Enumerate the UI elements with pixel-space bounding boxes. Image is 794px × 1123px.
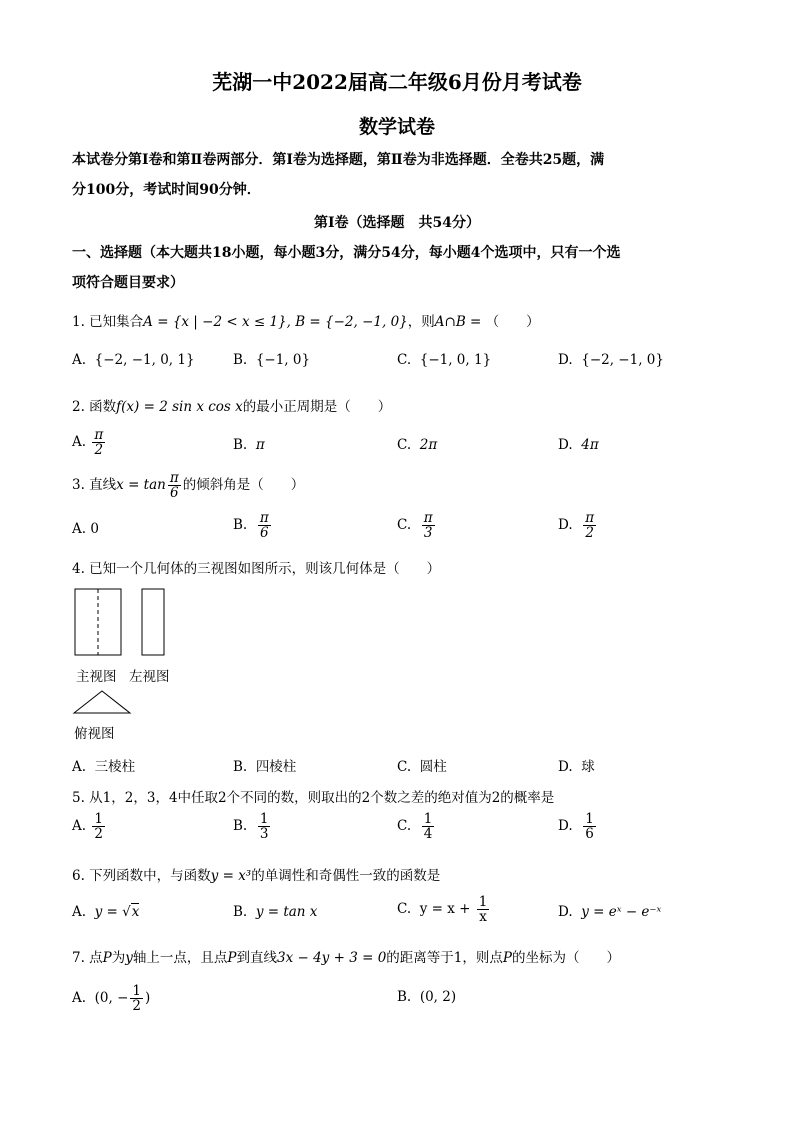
denominator: 2 [94, 826, 103, 843]
question-5-option-d[interactable] [558, 812, 598, 841]
option-label: B. [233, 904, 248, 920]
fraction [130, 984, 143, 1013]
numerator: π [423, 510, 433, 526]
numerator: 1 [259, 811, 269, 827]
question-7-stem [72, 946, 620, 966]
question-3-option-a[interactable] [72, 521, 99, 537]
fraction [583, 511, 596, 540]
option-label: B. [233, 437, 248, 453]
question-6-option-c[interactable] [397, 895, 491, 924]
question-text: 到直线 [236, 950, 277, 966]
question-3-option-d[interactable] [558, 511, 598, 540]
option-text: 圆柱 [419, 759, 447, 775]
math-expression: x = tan [116, 477, 166, 494]
question-4-option-a[interactable] [72, 755, 135, 775]
denominator: 2 [94, 442, 104, 459]
math-expression: A = {x | −2 < x ≤ 1}, B = {−2, −1, 0} [143, 314, 408, 330]
question-1-stem [72, 310, 540, 330]
question-1-option-c[interactable] [397, 352, 491, 368]
math-expression: f(x) = 2 sin x cos x [116, 399, 243, 415]
option-label: B. [233, 759, 248, 775]
option-text: 4π [581, 437, 599, 453]
option-text: {−2, −1, 0, 1} [94, 352, 195, 368]
fraction [422, 812, 435, 841]
question-4-option-c[interactable] [397, 755, 447, 775]
question-1-option-d[interactable] [558, 352, 664, 368]
question-6-stem [72, 864, 440, 884]
side-view-rectangle [142, 589, 164, 655]
question-3-option-b[interactable] [233, 511, 273, 540]
top-view-label: 俯视图 [74, 726, 115, 742]
denominator: 2 [585, 525, 594, 542]
fraction [422, 511, 435, 540]
option-label: A. [72, 904, 87, 920]
question-1-option-a[interactable] [72, 352, 195, 368]
option-label: C. [397, 517, 412, 534]
math-expression: A∩B [434, 314, 466, 330]
denominator: x [479, 909, 487, 926]
question-2-option-b[interactable] [233, 437, 265, 453]
question-6-option-a[interactable] [72, 904, 139, 920]
fraction [168, 471, 181, 500]
fraction [92, 812, 105, 841]
option-text: y = eˣ − e⁻ˣ [581, 904, 662, 920]
numerator: π [585, 510, 595, 526]
question-2-stem [72, 395, 391, 415]
option-label: A. [72, 521, 87, 537]
fraction [258, 812, 271, 841]
exam-subtitle: 数学试卷 [358, 116, 435, 138]
side-view-label: 左视图 [129, 669, 170, 685]
question-text: 的最小正周期是（ ） [242, 399, 392, 415]
option-label: B. [233, 517, 248, 534]
question-text: 的距离等于1，则点 [386, 950, 503, 966]
option-label: C. [397, 352, 412, 368]
option-text: 2π [419, 437, 438, 453]
option-label: D. [558, 437, 573, 453]
option-label: C. [397, 901, 412, 918]
option-label: C. [397, 818, 412, 835]
question-7-option-b[interactable] [397, 989, 456, 1005]
sqrt-symbol: √ [122, 904, 131, 920]
denominator: 2 [132, 998, 141, 1015]
option-text: {−1, 0, 1} [419, 352, 492, 368]
question-text: = （ ） [465, 314, 540, 330]
front-view-label: 主视图 [76, 669, 117, 685]
numerator: 1 [132, 983, 141, 999]
question-3-stem [72, 471, 304, 500]
question-7-option-a[interactable] [72, 984, 150, 1013]
option-text: 球 [581, 759, 595, 775]
question-text: 为 [111, 950, 126, 966]
option-text: {−1, 0} [255, 352, 311, 368]
option-text: y = x + [419, 901, 475, 918]
question-text: 3. 直线 [72, 477, 117, 494]
instructions-line-2: 分100分，考试时间90分钟． [72, 182, 261, 198]
question-text: ，则 [407, 314, 435, 330]
option-text: (0, − [94, 990, 129, 1007]
option-label: D. [558, 517, 573, 534]
question-4-option-d[interactable] [558, 755, 595, 775]
option-text: y = [94, 904, 123, 920]
option-label: C. [397, 759, 412, 775]
option-text: ) [144, 990, 151, 1007]
option-label: A. [72, 990, 87, 1007]
question-text: 轴上一点，且点 [132, 950, 228, 966]
math-symbol: P [502, 950, 512, 966]
section-heading-line-2: 项符合题目要求） [72, 275, 184, 291]
fraction [477, 895, 490, 924]
radicand: x [131, 904, 140, 920]
numerator: π [94, 427, 104, 443]
question-5-option-b[interactable] [233, 812, 272, 841]
math-symbol: y [125, 950, 133, 966]
math-symbol: P [227, 950, 237, 966]
option-text: 0 [90, 521, 99, 537]
option-label: A. [72, 818, 87, 835]
question-text: 7. 点 [72, 950, 103, 966]
option-label: B. [397, 989, 412, 1005]
question-text: 的倾斜角是（ ） [182, 477, 305, 494]
option-text: 三棱柱 [94, 759, 136, 775]
question-text: 1. 已知集合 [72, 314, 144, 330]
question-text: 的单调性和奇偶性一致的函数是 [251, 868, 441, 884]
denominator: 3 [423, 525, 433, 542]
option-label: D. [558, 352, 573, 368]
denominator: 4 [423, 826, 433, 843]
math-symbol: P [102, 950, 112, 966]
section-heading-line-1: 一、选择题（本大题共18小题，每小题3分，满分54分，每小题4个选项中，只有一个选 [72, 245, 621, 261]
question-5-option-a[interactable] [72, 812, 107, 841]
question-2-option-c[interactable] [397, 437, 437, 453]
question-1-option-b[interactable] [233, 352, 310, 368]
question-6-option-b[interactable] [233, 904, 317, 920]
option-label: B. [233, 352, 248, 368]
question-2-option-a[interactable] [72, 428, 107, 457]
option-label: C. [397, 437, 412, 453]
option-text: 四棱柱 [255, 759, 297, 775]
question-5-option-c[interactable] [397, 812, 436, 841]
option-label: A. [72, 759, 87, 775]
numerator: 1 [478, 894, 488, 910]
question-text: 2. 函数 [72, 399, 117, 415]
denominator: 6 [585, 826, 594, 843]
fraction [92, 428, 105, 457]
option-label: D. [558, 759, 573, 775]
option-label: D. [558, 818, 573, 835]
math-expression: 3x − 4y + 3 = 0 [277, 950, 387, 966]
fraction [258, 511, 271, 540]
part-one-heading: 第Ⅰ卷（选择题 共54分） [313, 215, 481, 231]
question-text: 的坐标为（ ） [511, 950, 620, 966]
option-label: B. [233, 818, 248, 835]
question-3-option-c[interactable] [397, 511, 437, 540]
question-6-option-d[interactable] [558, 904, 661, 920]
option-label: A. [72, 434, 87, 451]
numerator: 1 [585, 811, 594, 827]
numerator: 1 [423, 811, 433, 827]
instructions-line-1: 本试卷分第Ⅰ卷和第Ⅱ卷两部分．第Ⅰ卷为选择题，第Ⅱ卷为非选择题．全卷共25题，满 [72, 152, 605, 168]
option-label: A. [72, 352, 87, 368]
question-2-option-d[interactable] [558, 437, 599, 453]
question-4-option-b[interactable] [233, 755, 296, 775]
denominator: 3 [259, 826, 269, 843]
exam-title: 芜湖一中2022届高二年级6月份月考试卷 [212, 70, 582, 94]
option-text: (0, 2) [419, 989, 457, 1005]
denominator: 6 [259, 525, 269, 542]
fraction [583, 812, 596, 841]
option-text: π [255, 437, 265, 453]
option-text: {−2, −1, 0} [581, 352, 664, 368]
question-5-stem: 5. 从1，2，3，4中任取2个不同的数，则取出的2个数之差的绝对值为2的概率是 [72, 790, 555, 806]
question-4-stem: 4. 已知一个几何体的三视图如图所示，则该几何体是（ ） [72, 561, 441, 577]
numerator: π [259, 510, 269, 526]
question-text: 6. 下列函数中，与函数 [72, 868, 211, 884]
option-text: y = tan x [255, 904, 318, 920]
denominator: 6 [170, 485, 179, 502]
option-label: D. [558, 904, 573, 920]
top-view-triangle [74, 691, 130, 713]
top-view-figure [72, 688, 134, 716]
math-expression: y = x³ [210, 868, 252, 884]
numerator: 1 [94, 811, 103, 827]
numerator: π [169, 470, 179, 486]
